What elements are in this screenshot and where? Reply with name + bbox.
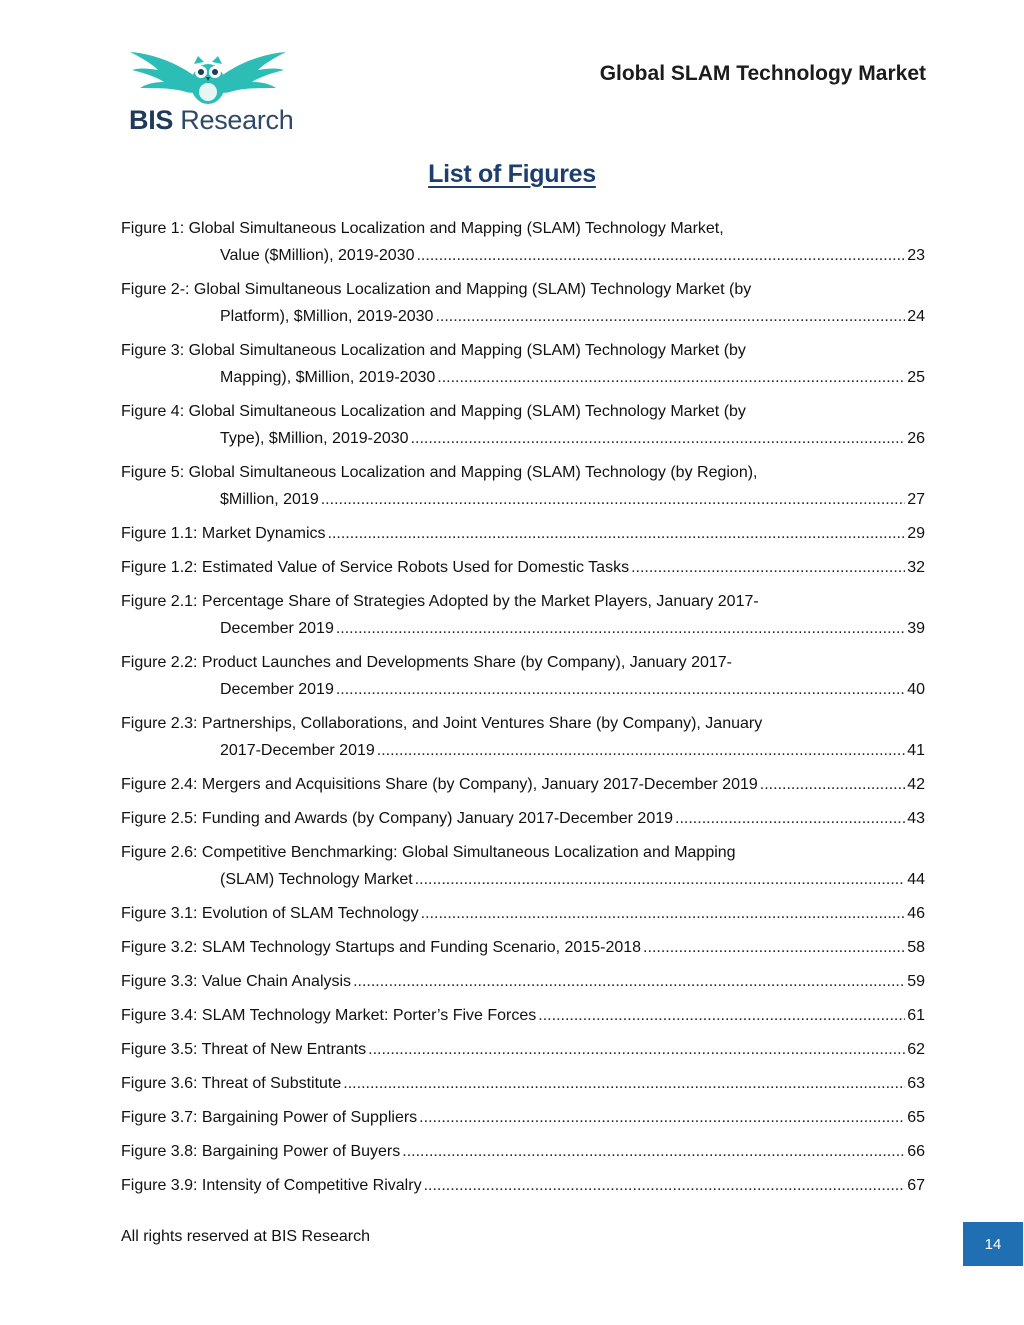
figure-page-number: 40 (907, 681, 925, 698)
figure-entry-title: Figure 3.7: Bargaining Power of Suppliers (121, 1109, 418, 1126)
dot-leader (402, 1138, 905, 1165)
figure-entry-title: Figure 2.1: Percentage Share of Strategies Adopted by the Market Players, January 2017- (121, 593, 759, 610)
figure-entry-title-continued: December 2019 (220, 620, 334, 637)
figure-entry[interactable] (121, 1036, 925, 1063)
page-heading: List of Figures (428, 160, 596, 188)
dot-leader (336, 615, 905, 642)
figure-entry-title: Figure 1.1: Market Dynamics (121, 525, 326, 542)
figure-entry-title: Figure 3.4: SLAM Technology Market: Porter’s Five Forces (121, 1007, 537, 1024)
figure-entry[interactable] (121, 771, 925, 798)
figure-entry[interactable] (121, 1138, 925, 1165)
figure-entry[interactable] (121, 900, 925, 927)
figure-entry[interactable] (121, 459, 925, 513)
figure-page-number: 44 (907, 871, 925, 888)
figure-page-number: 41 (907, 742, 925, 759)
figure-entry-title: Figure 2.2: Product Launches and Developments Share (by Company), January 2017- (121, 654, 733, 671)
figure-entry-title: Figure 2.6: Competitive Benchmarking: Global Simultaneous Localization and Mapping (121, 844, 736, 861)
dot-leader (435, 303, 905, 330)
figure-page-number: 43 (907, 810, 925, 827)
figure-page-number: 62 (907, 1041, 925, 1058)
dot-leader (353, 968, 905, 995)
figure-page-number: 61 (907, 1007, 925, 1024)
figure-entry[interactable] (121, 337, 925, 391)
figure-entry-title: Figure 4: Global Simultaneous Localization and Mapping (SLAM) Technology Market (by (121, 403, 746, 420)
page-number-badge (963, 1222, 1023, 1266)
figure-entry-title: Figure 2.5: Funding and Awards (by Company) January 2017-December 2019 (121, 810, 674, 827)
dot-leader (675, 805, 905, 832)
dot-leader (437, 364, 905, 391)
figure-entry[interactable] (121, 805, 925, 832)
figure-page-number: 39 (907, 620, 925, 637)
figure-entry[interactable] (121, 215, 925, 269)
figure-entry-title: Figure 1.2: Estimated Value of Service Robots Used for Domestic Tasks (121, 559, 630, 576)
figure-entry[interactable] (121, 839, 925, 893)
dot-leader (368, 1036, 905, 1063)
figure-page-number: 26 (907, 430, 925, 447)
figure-page-number: 24 (907, 308, 925, 325)
logo-bis-text: BIS (129, 105, 174, 135)
report-title: Global SLAM Technology Market (599, 62, 926, 85)
dot-leader (415, 866, 906, 893)
dot-leader (416, 242, 905, 269)
figure-entry[interactable] (121, 649, 925, 703)
dot-leader (328, 520, 906, 547)
dot-leader (377, 737, 905, 764)
figure-entry-title: Figure 3.1: Evolution of SLAM Technology (121, 905, 419, 922)
figure-entry-title-continued: $Million, 2019 (220, 491, 319, 508)
figure-entry-title: Figure 3.2: SLAM Technology Startups and Funding Scenario, 2015-2018 (121, 939, 642, 956)
figure-entry[interactable] (121, 588, 925, 642)
dot-leader (421, 900, 906, 927)
figure-entry[interactable] (121, 398, 925, 452)
dot-leader (343, 1070, 905, 1097)
figure-entry-title: Figure 3: Global Simultaneous Localization and Mapping (SLAM) Technology Market (by (121, 342, 746, 359)
figure-entry-title-continued: Type), $Million, 2019-2030 (220, 430, 409, 447)
figure-entry[interactable] (121, 934, 925, 961)
figure-entry[interactable] (121, 1002, 925, 1029)
dot-leader (538, 1002, 905, 1029)
figure-entry[interactable] (121, 1070, 925, 1097)
figure-page-number: 63 (907, 1075, 925, 1092)
dot-leader (419, 1104, 905, 1131)
figure-page-number: 32 (907, 559, 925, 576)
figure-entry-title: Figure 2.4: Mergers and Acquisitions Share (by Company), January 2017-December 2019 (121, 776, 758, 793)
figure-entry-title: Figure 2-: Global Simultaneous Localization and Mapping (SLAM) Technology Market (by (121, 281, 752, 298)
figure-entry-title: Figure 3.8: Bargaining Power of Buyers (121, 1143, 401, 1160)
figure-entry-title: Figure 1: Global Simultaneous Localization and Mapping (SLAM) Technology Market, (121, 220, 724, 237)
figure-entry-title-continued: Mapping), $Million, 2019-2030 (220, 369, 436, 386)
figure-entry[interactable] (121, 1172, 925, 1199)
bis-research-logo (125, 48, 294, 140)
figure-page-number: 42 (907, 776, 925, 793)
footer-copyright: All rights reserved at BIS Research (121, 1228, 370, 1245)
figure-page-number: 65 (907, 1109, 925, 1126)
list-of-figures (121, 215, 925, 1206)
owl-icon (128, 48, 288, 106)
figure-page-number: 58 (907, 939, 925, 956)
figure-entry-title-continued: Value ($Million), 2019-2030 (220, 247, 415, 264)
figure-page-number: 59 (907, 973, 925, 990)
figure-entry-title-continued: Platform), $Million, 2019-2030 (220, 308, 434, 325)
figure-page-number: 66 (907, 1143, 925, 1160)
figure-page-number: 27 (907, 491, 925, 508)
dot-leader (411, 425, 906, 452)
logo-wordmark (129, 104, 293, 136)
figure-entry[interactable] (121, 276, 925, 330)
figure-entry[interactable] (121, 1104, 925, 1131)
dot-leader (631, 554, 905, 581)
dot-leader (336, 676, 905, 703)
figure-page-number: 67 (907, 1177, 925, 1194)
figure-page-number: 23 (907, 247, 925, 264)
figure-entry-title-continued: 2017-December 2019 (220, 742, 375, 759)
dot-leader (321, 486, 905, 513)
figure-entry-title: Figure 2.3: Partnerships, Collaborations, and Joint Ventures Share (by Company), January (121, 715, 763, 732)
dot-leader (424, 1172, 906, 1199)
figure-entry[interactable] (121, 554, 925, 581)
figure-entry[interactable] (121, 710, 925, 764)
figure-entry-title: Figure 3.9: Intensity of Competitive Rivalry (121, 1177, 422, 1194)
logo-research-text: Research (173, 105, 294, 135)
figure-entry-title: Figure 3.3: Value Chain Analysis (121, 973, 352, 990)
figure-entry[interactable] (121, 968, 925, 995)
page-number: 14 (984, 1235, 1002, 1253)
dot-leader (643, 934, 905, 961)
figure-entry-title: Figure 5: Global Simultaneous Localization and Mapping (SLAM) Technology (by Region), (121, 464, 758, 481)
figure-page-number: 29 (907, 525, 925, 542)
figure-page-number: 25 (907, 369, 925, 386)
dot-leader (760, 771, 905, 798)
figure-page-number: 46 (907, 905, 925, 922)
figure-entry-title-continued: (SLAM) Technology Market (220, 871, 413, 888)
figure-entry-title-continued: December 2019 (220, 681, 334, 698)
figure-entry[interactable] (121, 520, 925, 547)
figure-entry-title: Figure 3.5: Threat of New Entrants (121, 1041, 367, 1058)
figure-entry-title: Figure 3.6: Threat of Substitute (121, 1075, 342, 1092)
